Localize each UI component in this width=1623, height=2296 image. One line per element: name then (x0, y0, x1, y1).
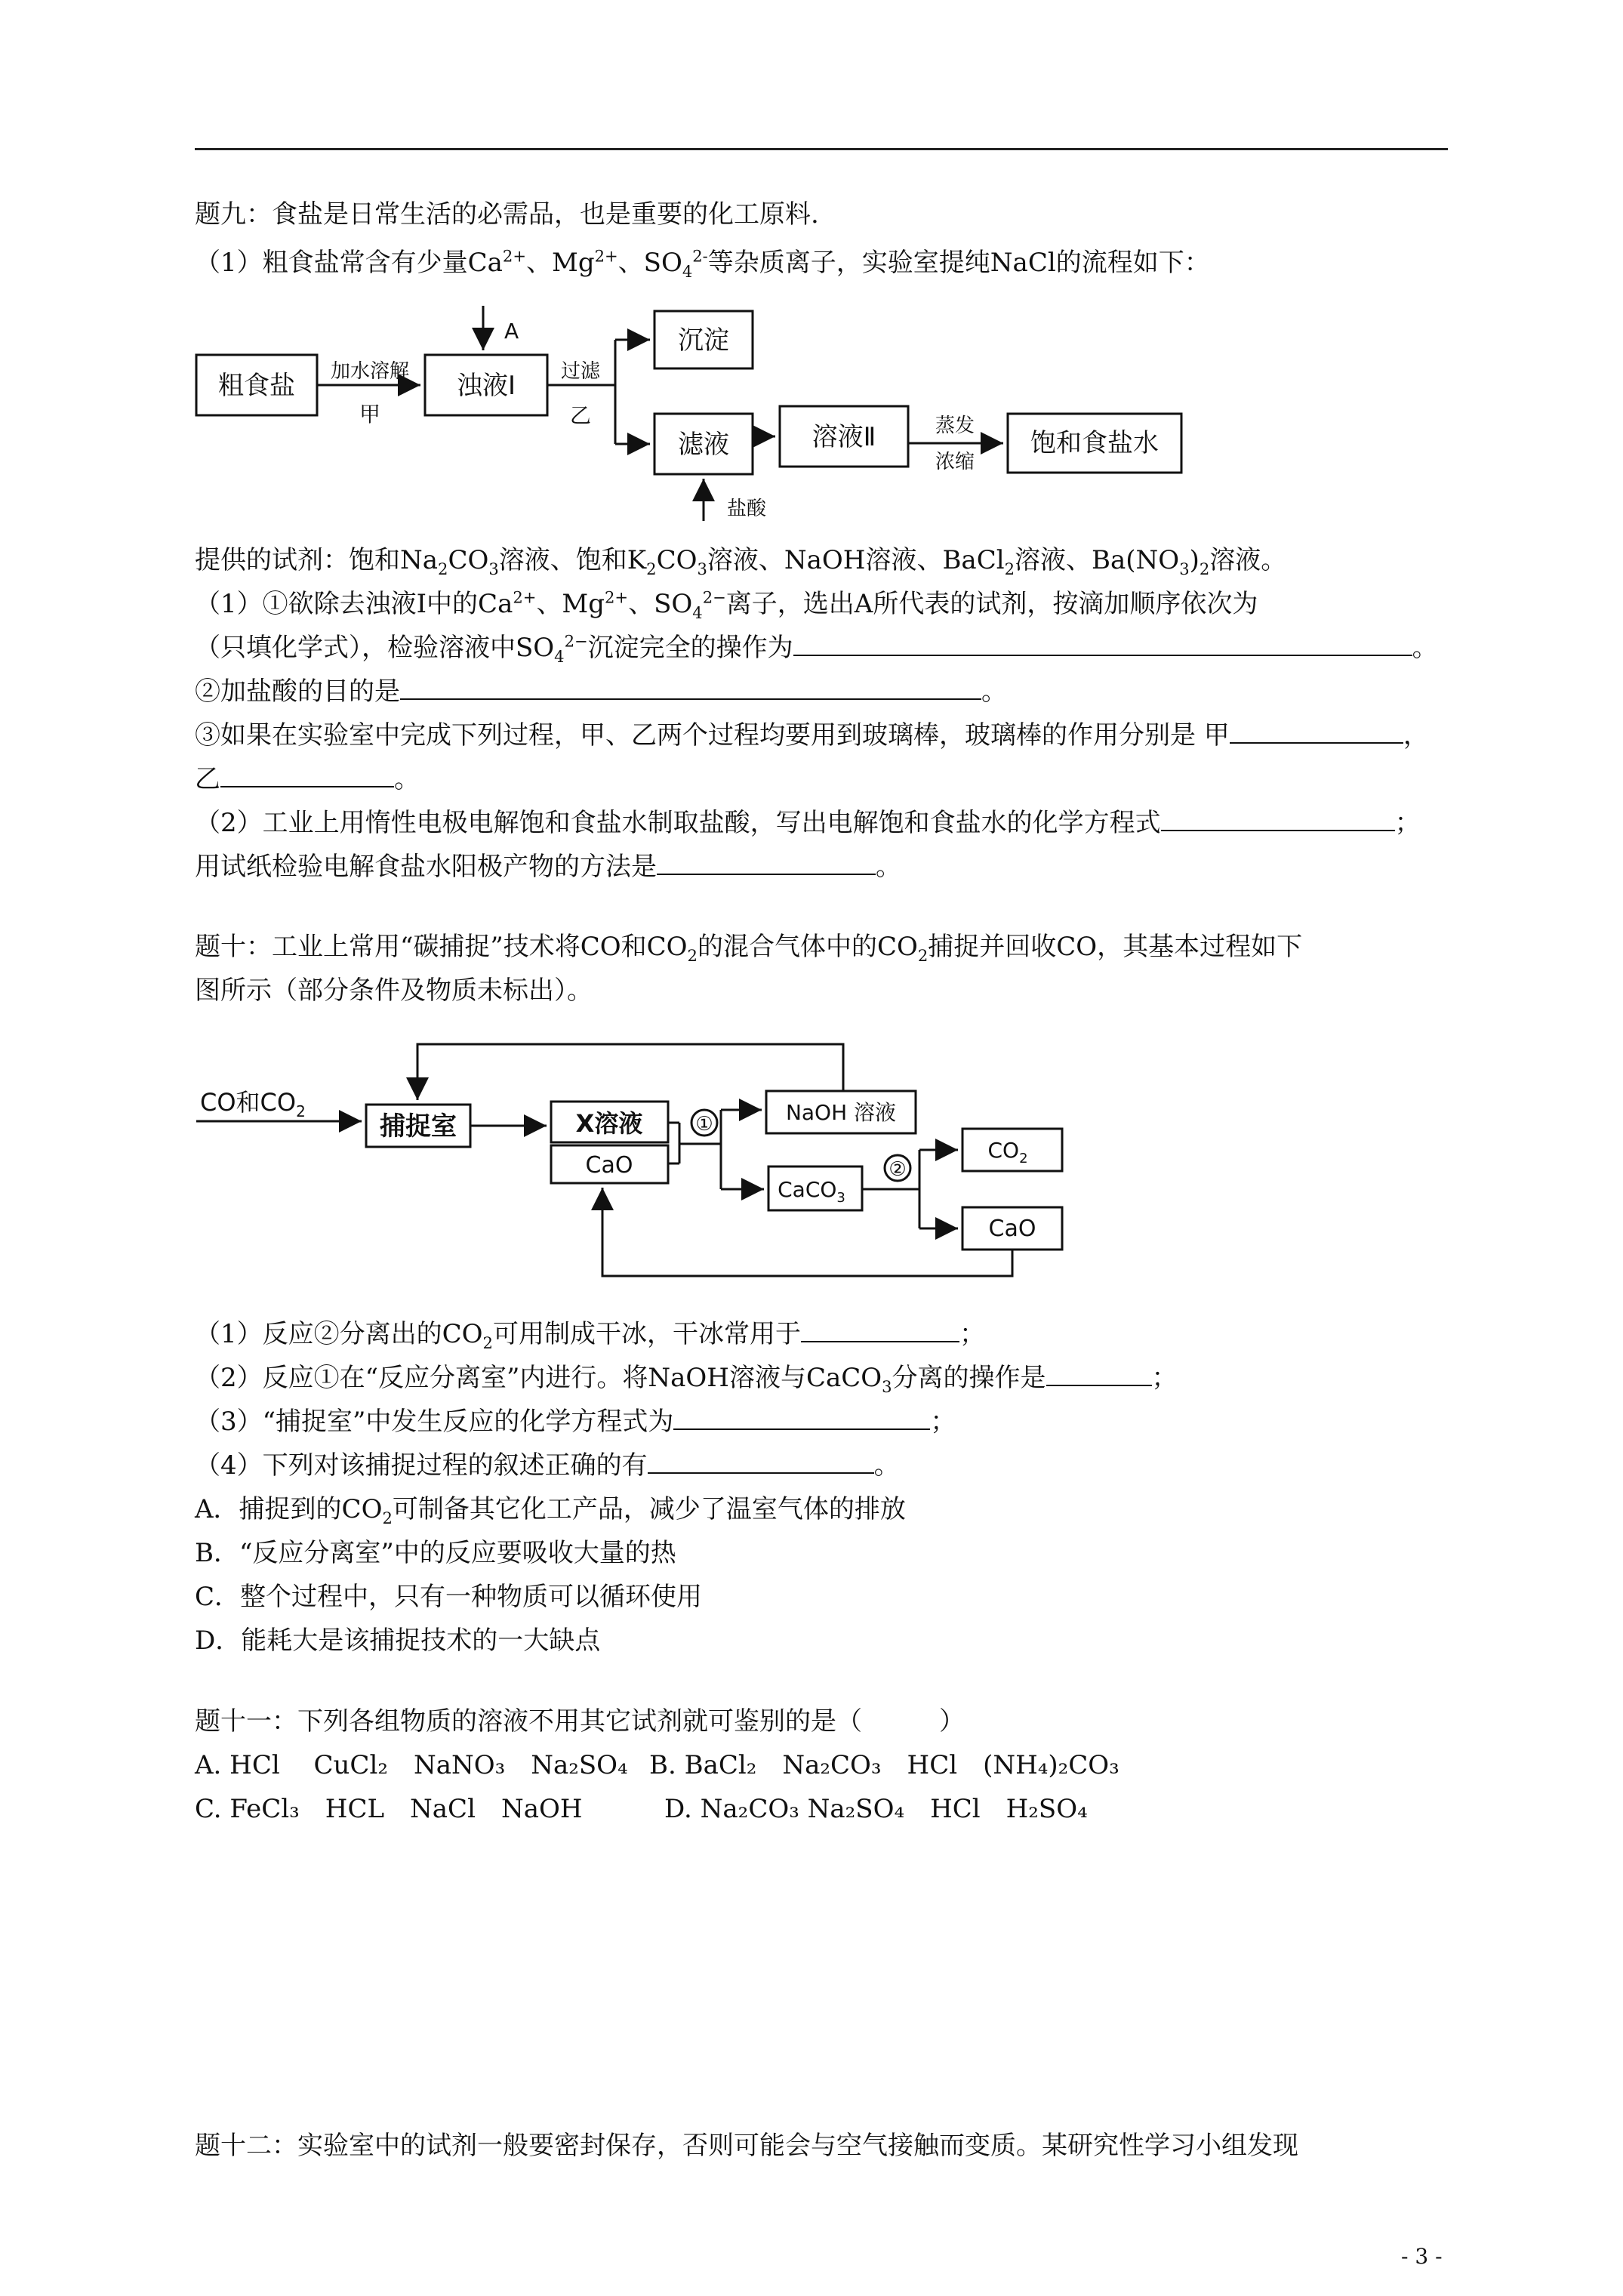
q9-reagents: 提供的试剂：饱和$Na_2CO_3$溶液、饱和$K_2CO_3$溶液、NaOH溶液、BaCl$_2$溶液、$Ba(NO_3)_2$溶液。 (195, 545, 1287, 578)
q10-option-c: C．整个过程中，只有一种物质可以循环使用 (195, 1582, 703, 1612)
answer-blank[interactable] (1230, 721, 1403, 744)
flow-capture-room: 捕捉室 (380, 1111, 457, 1142)
flow-cao2: CaO (988, 1216, 1036, 1242)
flow-brine: 饱和食盐水 (1030, 428, 1159, 458)
flow-co-co2: CO和$CO_2$ (200, 1088, 306, 1120)
flow-a-label: A (504, 319, 519, 344)
q9-sub3-cont: 乙 。 (195, 764, 420, 794)
q10-sub3: （3）“捕捉室”中发生反应的化学方程式为 ； (195, 1407, 956, 1437)
q11-option-b: B. BaCl₂ Na₂CO₃ HCl (NH₄)₂CO₃ (649, 1750, 1119, 1780)
flow-caco3: CaCO$_3$ (778, 1177, 845, 1206)
q11-option-d: D. Na₂CO₃ Na₂SO₄ HCl H₂SO₄ (664, 1794, 1088, 1824)
header-rule (195, 148, 1448, 150)
q9-sub1: （1）①欲除去浊液Ⅰ中的$Ca^{2+}$、$Mg^{2+}$、$SO_4^{2-}$离子，选出A所代表的试剂，按滴加顺序依次为 (195, 587, 1258, 622)
q9-part1: （1）粗食盐常含有少量$Ca^{2+}$、$Mg^{2+}$、$SO_4^{2-}$等杂质离子，实验室提纯NaCl的流程如下： (195, 246, 1210, 281)
flow-precipitate: 沉淀 (678, 325, 729, 356)
q10-title: 题十：工业上常用“碳捕捉”技术将CO和$CO_2$的混合气体中的$CO_2$捕捉并回收CO，其基本过程如下 (195, 932, 1303, 965)
flow-evap1: 蒸发 (935, 415, 975, 437)
answer-blank[interactable] (673, 1407, 930, 1430)
q10-flow-diagram (192, 1038, 1083, 1287)
q11-option-a: A. HCl CuCl₂ NaNO₃ Na₂SO₄ (195, 1750, 628, 1780)
q9-flow-diagram (192, 302, 1189, 529)
flow-filter: 过滤 (560, 360, 601, 383)
flow-naoh: NaOH 溶液 (785, 1100, 897, 1125)
q9-part2-cont: 用试纸检验电解食盐水阳极产物的方法是 。 (195, 852, 901, 882)
q10-sub2: （2）反应①在“反应分离室”内进行。将NaOH溶液与CaCO$_3$分离的操作是 ； (195, 1363, 1178, 1396)
flow-co2: $CO_2$ (987, 1138, 1028, 1166)
flow-circle2: ② (888, 1158, 907, 1181)
q10-sub4: （4）下列对该捕捉过程的叙述正确的有 。 (195, 1450, 900, 1481)
flow-evap2: 浓缩 (935, 451, 975, 473)
q9-sub1-cont: （只填化学式），检验溶液中$SO_4^{2-}$沉淀完全的操作为 。 (195, 631, 1438, 666)
flow-circle1: ① (695, 1113, 713, 1136)
flow-crude-salt: 粗食盐 (218, 371, 295, 401)
flow-yi: 乙 (569, 403, 592, 428)
q10-option-a: A．捕捉到的$CO_2$可制备其它化工产品，减少了温室气体的排放 (195, 1494, 906, 1527)
flow-x-solution: X溶液 (575, 1109, 643, 1138)
flow-cao: CaO (585, 1152, 633, 1179)
q10-title-cont: 图所示（部分条件及物质未标出）。 (195, 975, 593, 1006)
flow-turbid: 浊液Ⅰ (456, 371, 516, 401)
answer-blank[interactable] (1046, 1364, 1152, 1386)
answer-blank[interactable] (1161, 809, 1395, 831)
answer-blank[interactable] (648, 1451, 874, 1474)
answer-blank[interactable] (801, 1320, 959, 1342)
page-number: - 3 - (1401, 2244, 1443, 2269)
answer-blank[interactable] (400, 677, 981, 700)
q9-sub3: ③如果在实验室中完成下列过程，甲、乙两个过程均要用到玻璃棒，玻璃棒的作用分别是 甲 ， (195, 720, 1429, 750)
flow-filtrate: 滤液 (678, 430, 729, 460)
q9-part2: （2）工业上用惰性电极电解饱和食盐水制取盐酸，写出电解饱和食盐水的化学方程式 ； (195, 808, 1421, 838)
q12-title: 题十二：实验室中的试剂一般要密封保存，否则可能会与空气接触而变质。某研究性学习小组发现 (195, 2131, 1298, 2161)
flow-add-water: 加水溶解 (330, 360, 410, 383)
q9-title: 题九：食盐是日常生活的必需品，也是重要的化工原料. (195, 199, 819, 230)
flow-hcl: 盐酸 (727, 498, 767, 520)
answer-blank[interactable] (657, 852, 876, 875)
q10-sub1: （1）反应②分离出的$CO_2$可用制成干冰，干冰常用于 ； (195, 1319, 985, 1352)
flow-jia: 甲 (359, 402, 381, 427)
q10-option-d: D．能耗大是该捕捉技术的一大缺点 (195, 1626, 601, 1656)
q10-option-b: B．“反应分离室”中的反应要吸收大量的热 (195, 1538, 676, 1568)
flow-solution2: 溶液Ⅱ (812, 422, 876, 452)
q11-title: 题十一：下列各组物质的溶液不用其它试剂就可鉴别的是（ ） (195, 1706, 965, 1737)
answer-blank[interactable] (793, 633, 1412, 656)
answer-blank[interactable] (220, 765, 394, 787)
q11-option-c: C. FeCl₃ HCL NaCl NaOH (195, 1794, 583, 1824)
q9-sub2: ②加盐酸的目的是 。 (195, 676, 1007, 707)
